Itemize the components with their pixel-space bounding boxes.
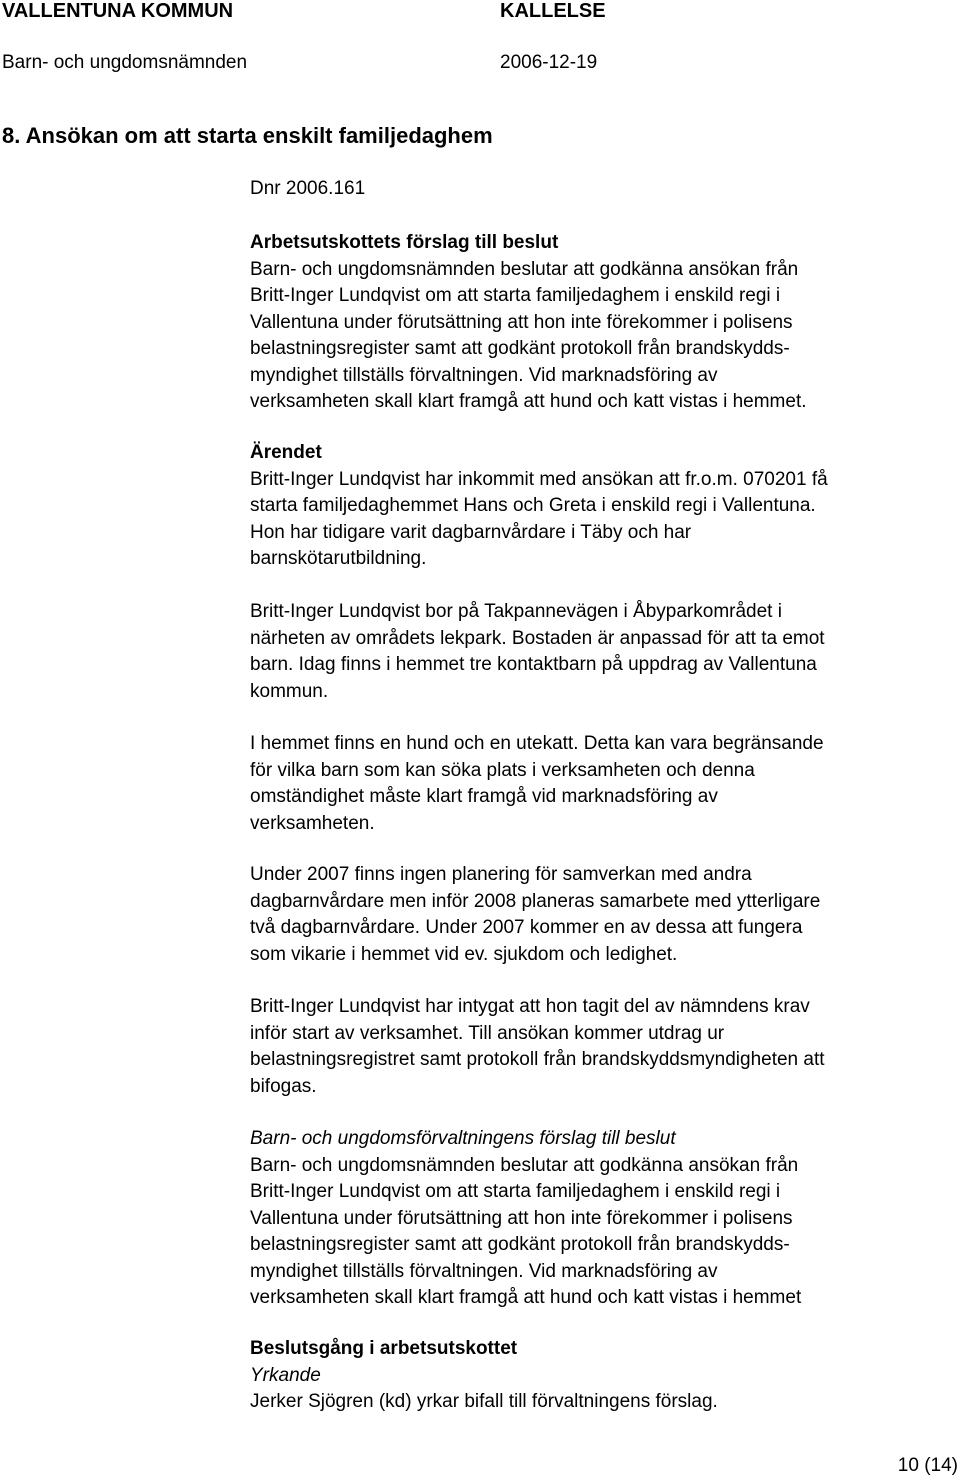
- page-number: 10 (14): [897, 1455, 958, 1476]
- case-paragraph-4-line: dagbarnvårdare men inför 2008 planeras samarbete med ytterligare: [250, 890, 821, 912]
- document-type: KALLELSE: [500, 0, 606, 22]
- case-section: [250, 440, 950, 573]
- administration-proposal-heading: Barn- och ungdomsförvaltningens förslag till beslut: [250, 1128, 676, 1149]
- proposal-line: belastningsregister samt att godkänt protokoll från brandskydds-: [250, 338, 790, 359]
- case-paragraph-5-line: belastningsregistret samt protokoll från brandskyddsmyndigheten att: [250, 1049, 825, 1070]
- administration-proposal-line: Vallentuna under förutsättning att hon inte förekommer i polisens: [250, 1207, 793, 1229]
- proposal-line: myndighet tillställs förvaltningen. Vid marknadsföring av: [250, 364, 718, 386]
- case-paragraph-5-line: bifogas.: [250, 1075, 317, 1097]
- case-paragraph-4-line: Under 2007 finns ingen planering för samverkan med andra: [250, 864, 752, 885]
- case-paragraph-1-line: barnskötarutbildning.: [250, 548, 427, 569]
- motion-subheading: Yrkande: [250, 1364, 321, 1386]
- proposal-line: Barn- och ungdomsnämnden beslutar att godkänna ansökan från: [250, 258, 799, 280]
- case-paragraph-3-line: för vilka barn som kan söka plats i verksamheten och denna: [250, 759, 755, 781]
- diary-number: Dnr 2006.161: [250, 178, 366, 199]
- administration-proposal-line: Barn- och ungdomsnämnden beslutar att godkänna ansökan från: [250, 1154, 799, 1176]
- proposal-line: Vallentuna under förutsättning att hon inte förekommer i polisens: [250, 311, 793, 333]
- administration-proposal-line: verksamheten skall klart framgå att hund och katt vistas i hemmet: [250, 1287, 802, 1308]
- administration-proposal-line: belastningsregister samt att godkänt protokoll från brandskydds-: [250, 1234, 790, 1255]
- case-paragraph-3: [250, 731, 950, 837]
- administration-proposal-line: Britt-Inger Lundqvist om att starta familjedaghem i enskild regi i: [250, 1181, 781, 1202]
- item-title: 8. Ansökan om att starta enskilt familjedaghem: [2, 123, 493, 148]
- committee-proposal-section: [250, 230, 950, 416]
- administration-proposal-section: [250, 1126, 950, 1312]
- administration-proposal-line: myndighet tillställs förvaltningen. Vid marknadsföring av: [250, 1260, 718, 1282]
- case-paragraph-2-line: kommun.: [250, 680, 329, 702]
- case-paragraph-4-line: som vikarie i hemmet vid ev. sjukdom och ledighet.: [250, 943, 678, 965]
- case-paragraph-3-line: I hemmet finns en hund och en utekatt. Detta kan vara begränsande: [250, 733, 824, 754]
- meeting-date: 2006-12-19: [500, 52, 598, 73]
- case-paragraph-5-line: inför start av verksamhet. Till ansökan kommer utdrag ur: [250, 1022, 725, 1044]
- case-paragraph-2-line: närheten av områdets lekpark. Bostaden är anpassad för att ta emot: [250, 627, 825, 649]
- organization-name: VALLENTUNA KOMMUN: [2, 0, 234, 22]
- case-paragraph-5-line: Britt-Inger Lundqvist har intygat att hon tagit del av nämndens krav: [250, 996, 810, 1017]
- case-paragraph-4: [250, 862, 950, 968]
- case-paragraph-3-line: verksamheten.: [250, 812, 375, 834]
- decision-heading: Beslutsgång i arbetsutskottet: [250, 1338, 518, 1359]
- case-paragraph-2: [250, 599, 950, 705]
- dnr-line: [250, 176, 950, 203]
- case-paragraph-3-line: omständighet måste klart framgå vid marknadsföring av: [250, 786, 718, 807]
- case-paragraph-1-line: Britt-Inger Lundqvist har inkommit med ansökan att fr.o.m. 070201 få: [250, 468, 828, 490]
- case-paragraph-1-line: starta familjedaghemmet Hans och Greta i enskild regi i Vallentuna.: [250, 495, 816, 516]
- proposal-line: verksamheten skall klart framgå att hund och katt vistas i hemmet.: [250, 391, 807, 412]
- motion-text: Jerker Sjögren (kd) yrkar bifall till förvaltningens förslag.: [250, 1391, 718, 1412]
- header-top-row: [0, 0, 960, 26]
- decision-section: [250, 1336, 950, 1416]
- case-paragraph-2-line: barn. Idag finns i hemmet tre kontaktbarn på uppdrag av Vallentuna: [250, 654, 817, 675]
- case-paragraph-5: [250, 994, 950, 1100]
- case-heading: Ärendet: [250, 442, 322, 463]
- proposal-line: Britt-Inger Lundqvist om att starta familjedaghem i enskild regi i: [250, 285, 781, 306]
- committee-name: Barn- och ungdomsnämnden: [2, 52, 248, 73]
- case-paragraph-1-line: Hon har tidigare varit dagbarnvårdare i Täby och har: [250, 521, 692, 543]
- case-paragraph-2-line: Britt-Inger Lundqvist bor på Takpannevägen i Åbyparkområdet i: [250, 601, 782, 622]
- case-paragraph-4-line: två dagbarnvårdare. Under 2007 kommer en av dessa att fungera: [250, 917, 803, 938]
- header-second-row: [0, 52, 960, 78]
- committee-proposal-heading: Arbetsutskottets förslag till beslut: [250, 232, 559, 253]
